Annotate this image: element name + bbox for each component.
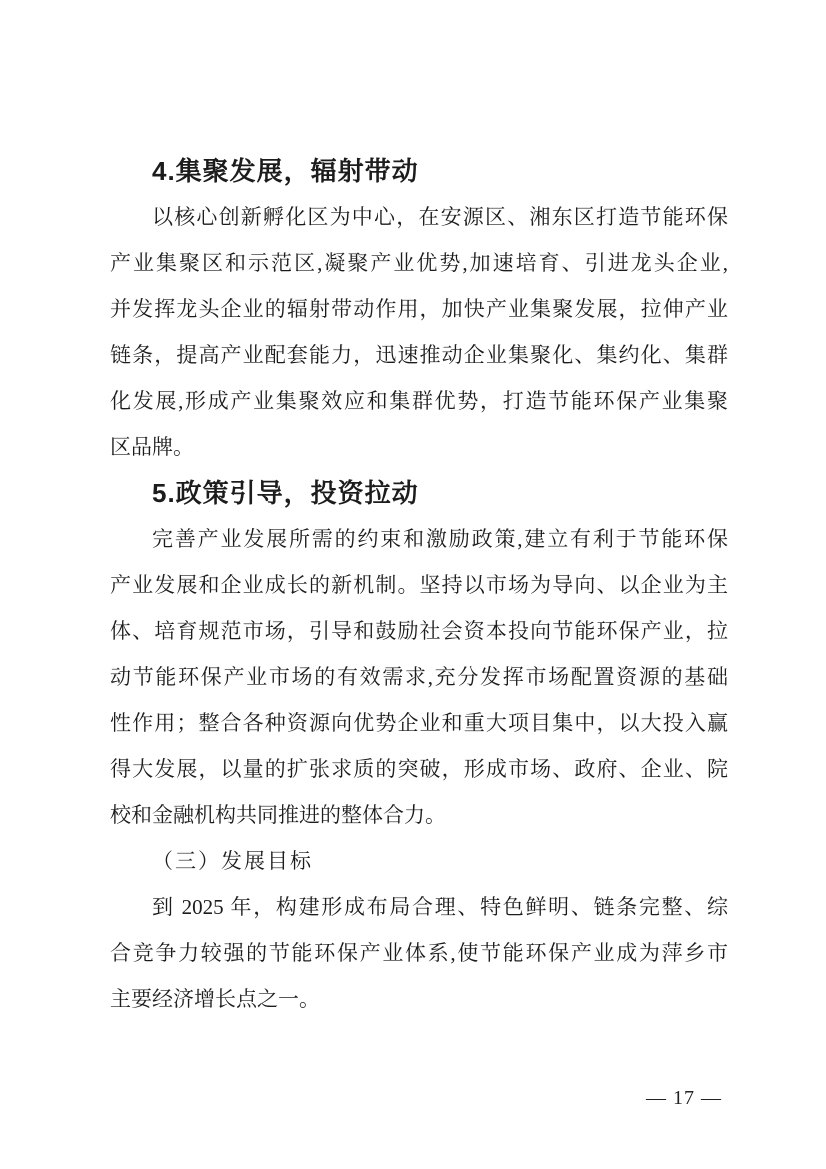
section-heading-5: 5.政策引导，投资拉动 bbox=[152, 478, 419, 508]
paragraph-line: 链条，提高产业配套能力，迅速推动企业集聚化、集约化、集群 bbox=[110, 343, 728, 367]
paragraph-line: 校和金融机构共同推进的整体合力。 bbox=[110, 803, 446, 827]
paragraph-line: 产业集聚区和示范区,凝聚产业优势,加速培育、引进龙头企业, bbox=[110, 251, 728, 275]
paragraph-line: 得大发展，以量的扩张求质的突破，形成市场、政府、企业、院 bbox=[110, 757, 728, 781]
section-heading-development-goal: （三）发展目标 bbox=[152, 849, 313, 873]
paragraph-line: 到 2025 年，构建形成布局合理、特色鲜明、链条完整、综 bbox=[152, 895, 728, 919]
paragraph-line: 并发挥龙头企业的辐射带动作用，加快产业集聚发展，拉伸产业 bbox=[110, 297, 728, 321]
paragraph-line: 动节能环保产业市场的有效需求,充分发挥市场配置资源的基础 bbox=[110, 665, 728, 689]
document-body bbox=[110, 148, 728, 1022]
paragraph-line: 合竞争力较强的节能环保产业体系,使节能环保产业成为萍乡市 bbox=[110, 941, 728, 965]
paragraph-line: 完善产业发展所需的约束和激励政策,建立有利于节能环保 bbox=[152, 527, 728, 551]
paragraph-line: 体、培育规范市场，引导和鼓励社会资本投向节能环保产业，拉 bbox=[110, 619, 728, 643]
paragraph-line: 化发展,形成产业集聚效应和集群优势，打造节能环保产业集聚 bbox=[110, 389, 728, 413]
paragraph-line: 主要经济增长点之一。 bbox=[110, 987, 320, 1011]
paragraph-line: 产业发展和企业成长的新机制。坚持以市场为导向、以企业为主 bbox=[110, 573, 728, 597]
paragraph-line: 区品牌。 bbox=[110, 435, 194, 459]
paragraph-line: 性作用；整合各种资源向优势企业和重大项目集中，以大投入赢 bbox=[110, 711, 728, 735]
page-number: — 17 — bbox=[646, 1087, 722, 1109]
section-heading-4: 4.集聚发展，辐射带动 bbox=[152, 156, 419, 186]
paragraph-line: 以核心创新孵化区为中心，在安源区、湘东区打造节能环保 bbox=[152, 205, 728, 229]
